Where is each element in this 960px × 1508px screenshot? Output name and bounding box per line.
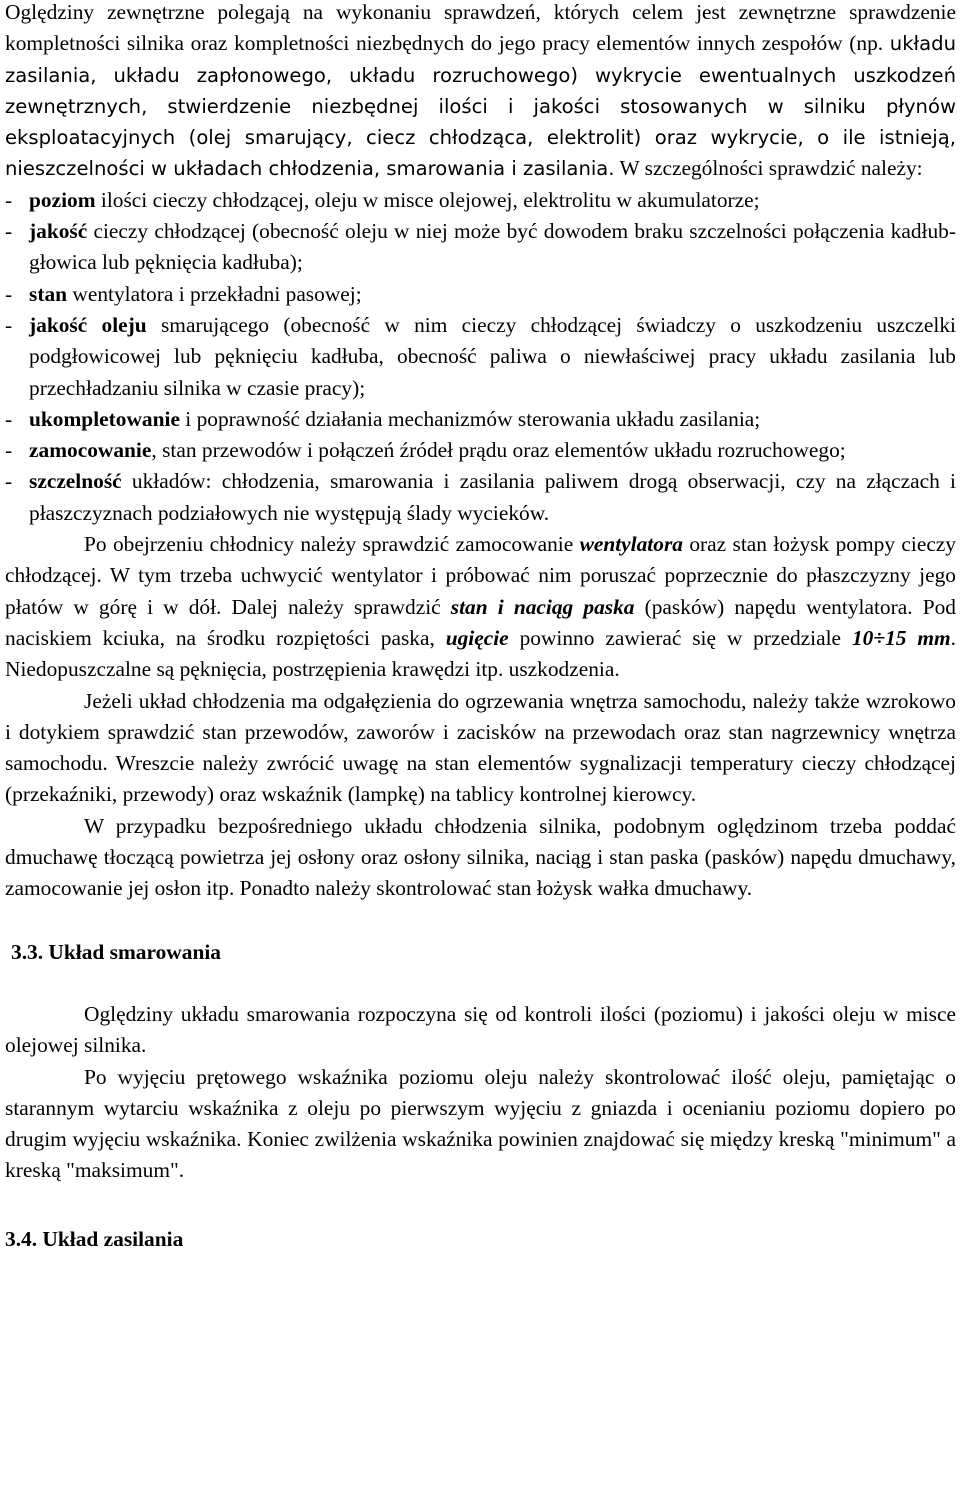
air-cooling-paragraph: W przypadku bezpośredniego układu chłodzenia silnika, podobnym oględzinom trzeba poddać dmuchawę tłoczącą powietrza jej osłony oraz osłony silnika, naciąg i stan paska (pasków) napędu dmuchawy, zamocowanie jej osłon itp. Ponadto należy skontrolować stan łożysk wałka dmuchawy. [5,813,956,901]
checklist-text: , stan przewodów i połączeń źródeł prądu oraz elementów układu rozruchowego; [151,438,846,463]
checklist-keyword: stan [29,281,68,306]
checklist-keyword: jakość oleju [29,312,147,337]
intro-paragraph [5,0,956,185]
checklist-item: - zamocowanie, stan przewodów i połączeń źródeł prądu oraz elementów układu rozruchowego; [5,438,846,463]
lubrication-paragraph-2: Po wyjęciu prętowego wskaźnika poziomu oleju należy skontrolować ilość oleju, pamiętając o starannym wytarciu wskaźnika z oleju po pierwszym wyjęciu z gniazda i ocenianiu poziomu dopiero po drugim wyjęciu wskaźnika. Koniec zwilżenia wskaźnika powinien znajdować się między kreską "minimum" a kreską "maksimum". [5,1064,956,1183]
section-heading-3-3: 3.3. Układ smarowania [11,939,221,964]
section-heading-3-4: 3.4. Układ zasilania [5,1226,184,1251]
fan-paragraph: Po obejrzeniu chłodnicy należy sprawdzić zamocowanie wentylatora oraz stan łożysk pompy cieczy chłodzącej. W tym trzeba uchwycić wentylator i próbować nim poruszać poprzecznie do płaszczyzny jego płatów w górę i w dół. Dalej należy sprawdzić stan i naciąg paska (pasków) napędu wentylatora. Pod naciskiem kciuka, na środku rozpiętości paska, ugięcie powinno zawierać się w przedziale 10÷15 mm. Niedopuszczalne są pęknięcia, postrzępienia krawędzi itp. uszkodzenia. [5,532,956,682]
emphasis-range: 10÷15 mm [851,625,951,650]
lubrication-paragraph-1: Oględziny układu smarowania rozpoczyna się od kontroli ilości (poziomu) i jakości oleju w misce olejowej silnika. [5,1001,956,1058]
checklist-text: cieczy chłodzącej (obecność oleju w niej może być dowodem braku szczelności połączenia kadłub-głowica lub pęknięcia kadłuba); [29,219,956,275]
emphasis-belt: stan i naciąg paska [450,594,635,619]
checklist-text: wentylatora i przekładni pasowej; [67,281,362,306]
checklist-item: - poziom ilości cieczy chłodzącej, oleju w misce olejowej, elektrolitu w akumulatorze; [5,187,760,212]
document-page [5,0,956,1255]
checklist-item: - stan wentylatora i przekładni pasowej; [5,281,362,306]
checklist-text: układów: chłodzenia, smarowania i zasilania paliwem drogą obserwacji, czy na złączach i płaszczyznach podziałowych nie występują ślady wycieków. [29,469,956,525]
intro-text-2: układu zasilania, układu zapłonowego, układu rozruchowego) wykrycie ewentualnych uszkodzeń zewnętrznych, stwierdzenie niezbędnej ilości i jakości stosowanych w silniku płynów eksploatacyjnych (olej smarujący, ciecz chłodząca, elektrolit) oraz wykrycie, o ile istnieją, nieszczelności w układach chłodzenia, smarowania i zasilania. [5,32,956,181]
checklist-text: ilości cieczy chłodzącej, oleju w misce olejowej, elektrolitu w akumulatorze; [95,187,760,212]
checklist-item: - szczelność układów: chłodzenia, smarowania i zasilania paliwem drogą obserwacji, czy na złączach i płaszczyznach podziałowych nie występują ślady wycieków. [5,469,956,525]
checklist-item: - jakość cieczy chłodzącej (obecność oleju w niej może być dowodem braku szczelności połączenia kadłub-głowica lub pęknięcia kadłuba); [5,219,956,275]
emphasis-deflection: ugięcie [445,625,509,650]
checklist-item: - ukompletowanie i poprawność działania mechanizmów sterowania układu zasilania; [5,406,761,431]
intro-text-1: Oględziny zewnętrzne polegają na wykonaniu sprawdzeń, których celem jest zewnętrzne sprawdzenie kompletności silnika oraz kompletności niezbędnych do jego pracy elementów innych zespołów (np. [5,0,956,56]
checklist-text: i poprawność działania mechanizmów sterowania układu zasilania; [179,406,761,431]
checklist-keyword: jakość [29,219,88,244]
checklist-keyword: poziom [29,187,96,212]
emphasis-fan: wentylatora [579,532,683,557]
checklist-keyword: szczelność [29,469,122,494]
checklist-text: smarującego (obecność w nim cieczy chłodzącej świadczy o uszkodzeniu uszczelki podgłowicowej lub pęknięciu kadłuba, obecność paliwa o niewłaściwej pracy układu zasilania lub przechładzaniu silnika w czasie pracy); [29,312,956,400]
checklist-keyword: zamocowanie [29,438,152,463]
checklist [5,185,956,529]
heating-paragraph: Jeżeli układ chłodzenia ma odgałęzienia do ogrzewania wnętrza samochodu, należy także wzrokowo i dotykiem sprawdzić stan przewodów, zaworów i zacisków na przewodach oraz stan nagrzewnicy wnętrza samochodu. Wreszcie należy zwrócić uwagę na stan elementów sygnalizacji temperatury cieczy chłodzącej (przekaźniki, przewody) oraz wskaźnik (lampkę) na tablicy kontrolnej kierowcy. [5,688,956,807]
checklist-item: - jakość oleju smarującego (obecność w nim cieczy chłodzącej świadczy o uszkodzeniu uszczelki podgłowicowej lub pęknięciu kadłuba, obecność paliwa o niewłaściwej pracy układu zasilania lub przechładzaniu silnika w czasie pracy); [5,312,956,400]
intro-text-3: W szczególności sprawdzić należy: [619,156,923,181]
checklist-keyword: ukompletowanie [29,406,180,431]
